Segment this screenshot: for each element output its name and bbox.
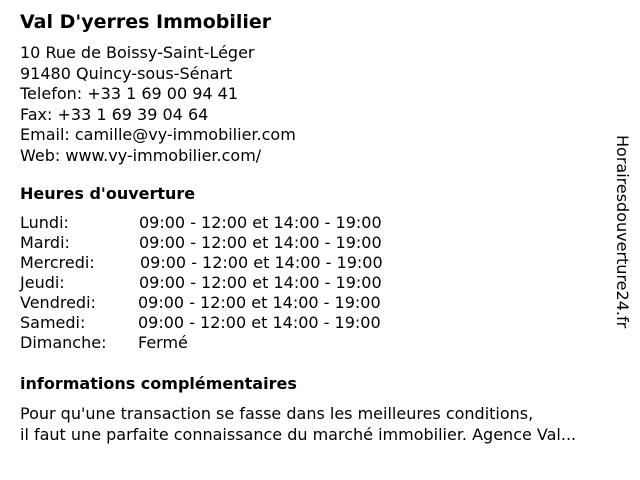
contact-block (20, 43, 296, 166)
site-watermark (612, 135, 634, 345)
day-label: Dimanche: (20, 333, 107, 352)
additional-info-heading: informations complémentaires (20, 374, 297, 393)
info-line-1: Pour qu'une transaction se fasse dans les meilleures conditions, (20, 404, 534, 423)
opening-hours-heading: Heures d'ouverture (20, 184, 196, 203)
day-hours: 09:00 - 12:00 et 14:00 - 19:00 (138, 293, 381, 312)
info-line-2: il faut une parfaite connaissance du marché immobilier. Agence Val... (20, 425, 577, 444)
day-label: Lundi: (20, 213, 69, 232)
fax-number: Fax: +33 1 69 39 04 64 (20, 104, 209, 124)
website-address: Web: www.vy-immobilier.com/ (20, 145, 262, 165)
day-label: Mardi: (20, 233, 70, 252)
day-hours: 09:00 - 12:00 et 14:00 - 19:00 (140, 253, 383, 272)
address-line-2: 91480 Quincy-sous-Sénart (20, 63, 233, 83)
email-address: Email: camille@vy-immobilier.com (20, 125, 296, 144)
day-hours: 09:00 - 12:00 et 14:00 - 19:00 (139, 273, 382, 292)
day-label: Jeudi: (20, 273, 65, 292)
business-name: Val D'yerres Immobilier (20, 11, 272, 33)
watermark-text: Horairesdouverture24.fr (613, 135, 632, 329)
phone-number: Telefon: +33 1 69 00 94 41 (20, 84, 239, 103)
additional-info-text (20, 403, 625, 445)
day-label: Mercredi: (20, 253, 95, 272)
day-hours: Fermé (138, 333, 188, 352)
day-hours: 09:00 - 12:00 et 14:00 - 19:00 (139, 213, 382, 232)
day-label: Samedi: (20, 313, 86, 332)
day-hours: 09:00 - 12:00 et 14:00 - 19:00 (138, 313, 381, 332)
address-line-1: 10 Rue de Boissy-Saint-Léger (20, 43, 255, 62)
day-hours: 09:00 - 12:00 et 14:00 - 19:00 (139, 233, 382, 252)
day-label: Vendredi: (20, 293, 96, 312)
